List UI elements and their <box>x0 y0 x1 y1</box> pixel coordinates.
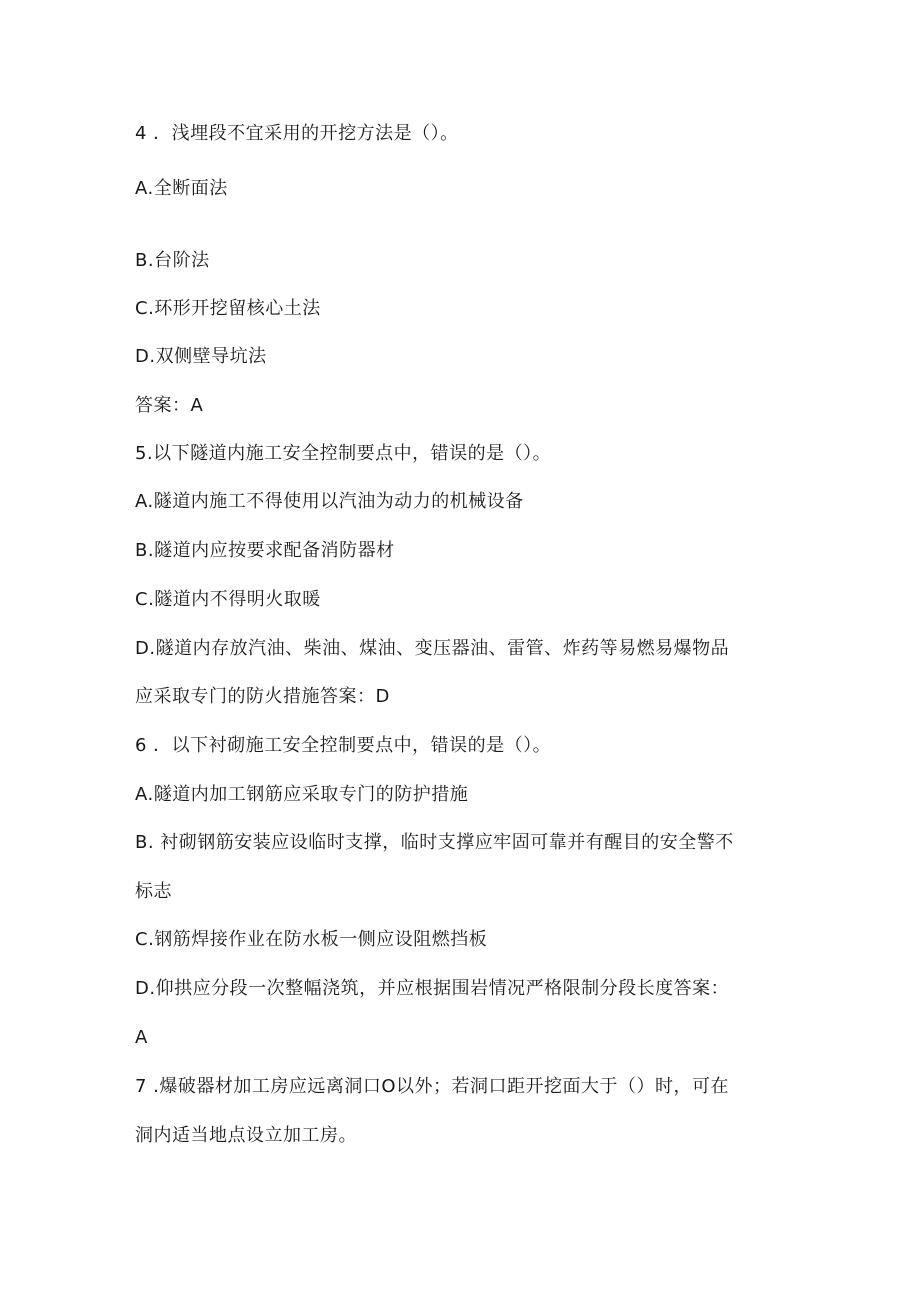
question-4-option-c: C.环形开挖留核心土法 <box>135 298 321 319</box>
question-4-option-d: D.双侧壁导坑法 <box>135 346 267 367</box>
question-6-option-b: B. 衬砌钢筋安装应设临时支撑，临时支撑应牢固可靠并有醒目的安全警不 <box>135 832 734 853</box>
question-5-stem: 5.以下隧道内施工安全控制要点中，错误的是（）。 <box>135 443 552 464</box>
question-7-stem: 7 .爆破器材加工房应远离洞口O以外；若洞口距开挖面大于（）时，可在 <box>135 1076 730 1097</box>
question-6-option-a: A.隧道内加工钢筋应采取专门的防护措施 <box>135 784 469 805</box>
question-6-stem: 6 ．以下衬砌施工安全控制要点中，错误的是（）。 <box>135 735 552 756</box>
question-6-option-d: D.仰拱应分段一次整幅浇筑，并应根据围岩情况严格限制分段长度答案： <box>135 978 730 999</box>
question-4-option-a: A.全断面法 <box>135 178 228 199</box>
question-5-option-d: D.隧道内存放汽油、柴油、煤油、变压器油、雷管、炸药等易燃易爆物品 <box>135 638 730 659</box>
question-5-option-b: B.隧道内应按要求配备消防器材 <box>135 540 395 561</box>
question-6-option-b-cont: 标志 <box>135 881 172 902</box>
question-4-answer: 答案：A <box>135 395 204 416</box>
question-7-stem-cont: 洞内适当地点设立加工房。 <box>135 1125 357 1146</box>
question-5-option-c: C.隧道内不得明火取暖 <box>135 589 321 610</box>
question-6-answer: A <box>135 1027 148 1048</box>
question-5-option-a: A.隧道内施工不得使用以汽油为动力的机械设备 <box>135 491 524 512</box>
question-4-stem: 4 ．浅埋段不宜采用的开挖方法是（）。 <box>135 123 459 144</box>
question-5-option-d-cont-answer: 应采取专门的防火措施答案：D <box>135 686 390 707</box>
question-6-option-c: C.钢筋焊接作业在防水板一侧应设阻燃挡板 <box>135 929 488 950</box>
question-4-option-b: B.台阶法 <box>135 250 210 271</box>
